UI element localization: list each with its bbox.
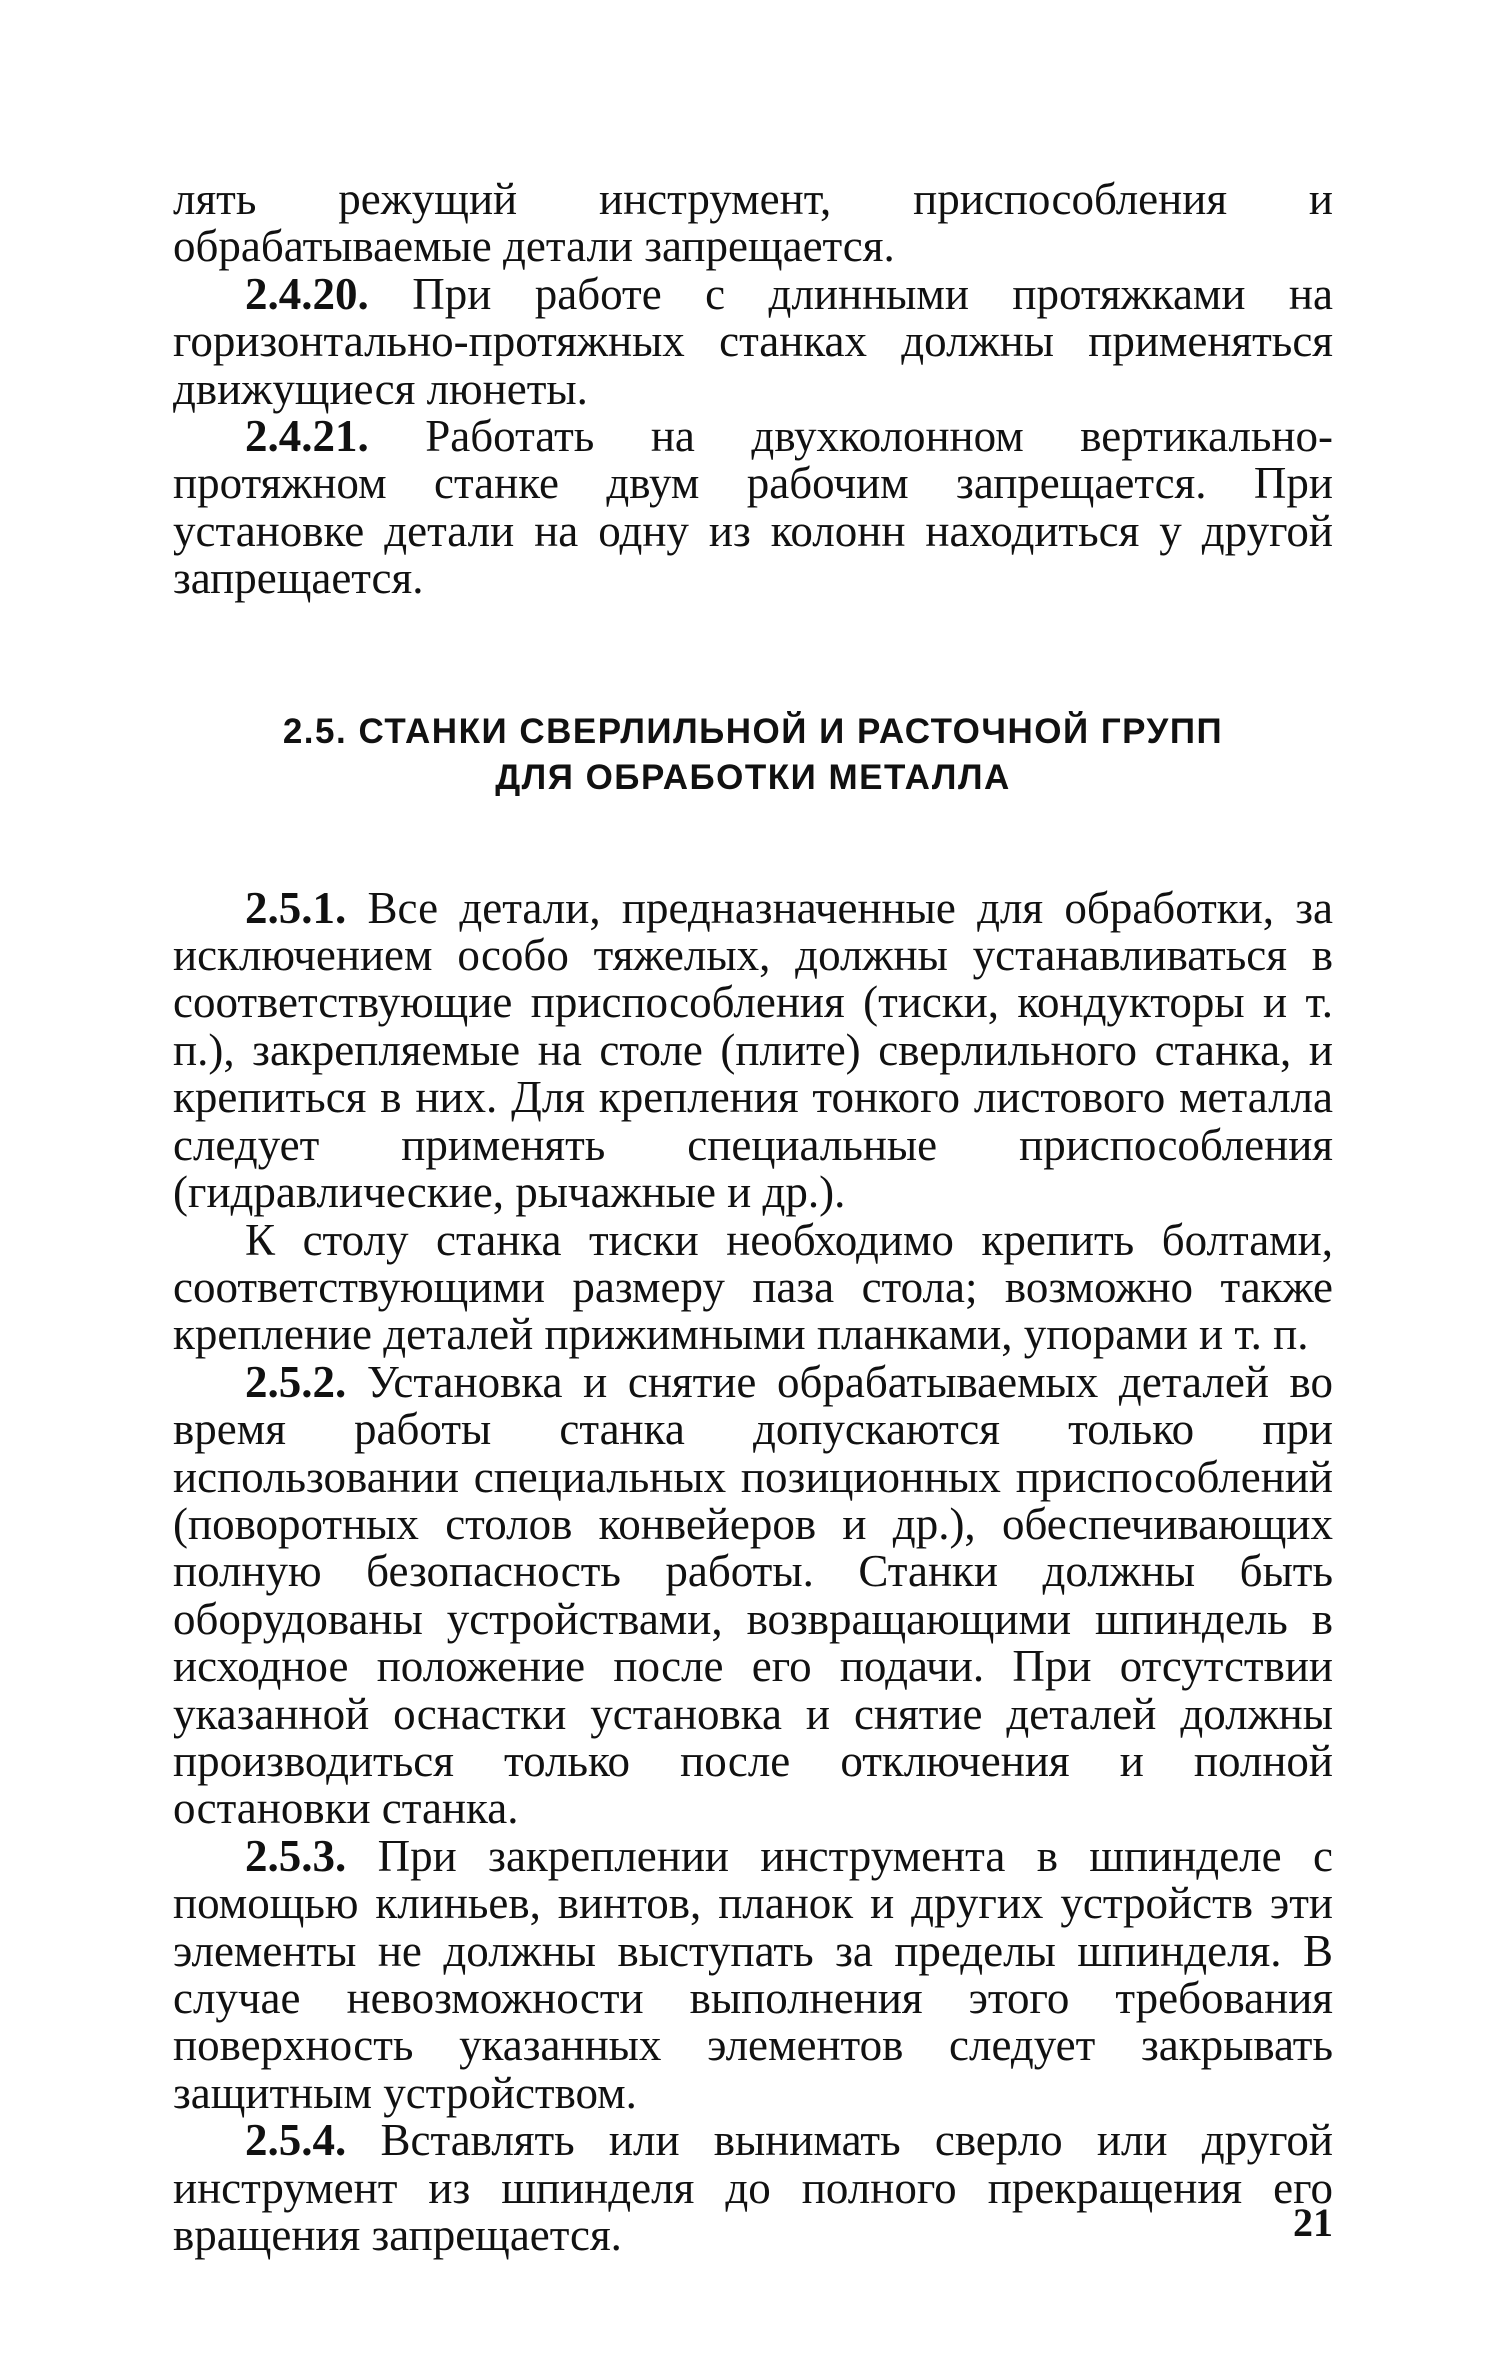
paragraph-text: Вставлять или вынимать сверло или другой инструмент из шпинделя до полного прекращения его вращения запрещается. (173, 2115, 1333, 2261)
clause-number: 2.5.2. (245, 1356, 347, 1407)
paragraph-text: Работать на двухколонном вертикально-протяжном станке двум рабочим запрещается. При установке детали на одну из колонн находиться у другой запрещается. (173, 411, 1333, 604)
page-number: 21 (1293, 2200, 1333, 2245)
paragraph-text: К столу станка тиски необходимо крепить болтами, соответствующими размеру паза стола; возможно также крепление деталей прижимными планками, упорами и т. п. (173, 1214, 1333, 1360)
clause-number: 2.5.3. (245, 1830, 347, 1881)
clause-number: 2.5.4. (245, 2115, 347, 2166)
paragraph-text: При закреплении инструмента в шпинделе с помощью клиньев, винтов, планок и других устройств эти элементы не должны выступать за пределы шпинделя. В случае невозможности выполнения этого требования поверхность указанных элементов следует закрывать защитным устройством. (173, 1830, 1333, 2118)
paragraph-2-4-21 (173, 413, 1333, 603)
paragraph-continuation (173, 176, 1333, 271)
clause-number: 2.4.21. (245, 411, 369, 462)
paragraph-text: Установка и снятие обрабатываемых деталей во время работы станка допускаются только при использовании специальных позиционных приспособлений (поворотных столов конвейеров и др.), обеспечивающих полную безопасность работы. Станки должны быть оборудованы устройствами, возвращающими шпиндель в исходное положение после его подачи. При отсутствии указанной оснастки установка и снятие деталей должны производиться только после отключения и полной остановки станка. (173, 1356, 1333, 1834)
paragraph-text: При работе с длинными протяжками на горизонтально-протяжных станках должны применяться движущиеся люнеты. (173, 268, 1333, 414)
clause-number: 2.5.1. (245, 882, 347, 933)
paragraph-2-5-3 (173, 1830, 1333, 2118)
clause-number: 2.4.20. (245, 268, 369, 319)
paragraph-text: Все детали, предназначенные для обработки, за исключением особо тяжелых, должны устанавливаться в соответствующие приспособления (тиски, кондукторы и т. п.), закрепляемые на столе (плите) сверлильного станка, и крепиться в них. Для крепления тонкого листового металла следует применять специальные приспособления (гидравлические, рычажные и др.). (173, 882, 1333, 1218)
paragraph-2-4-20 (173, 268, 1333, 414)
paragraph-2-5-4 (173, 2117, 1333, 2259)
paragraph-text: лять режущий инструмент, приспособления и обрабатываемые детали запрещается. (173, 174, 1333, 272)
paragraph-2-5-1 (173, 882, 1333, 1218)
text-column (173, 176, 1333, 2259)
paragraph-2-5-2 (173, 1356, 1333, 1834)
section-heading-line-2: ДЛЯ ОБРАБОТКИ МЕТАЛЛА (495, 757, 1011, 797)
section-heading-line-1: 2.5. СТАНКИ СВЕРЛИЛЬНОЙ И РАСТОЧНОЙ ГРУПП (282, 711, 1224, 751)
section-heading (173, 709, 1333, 801)
paragraph-2-5-1-continued (173, 1214, 1333, 1360)
